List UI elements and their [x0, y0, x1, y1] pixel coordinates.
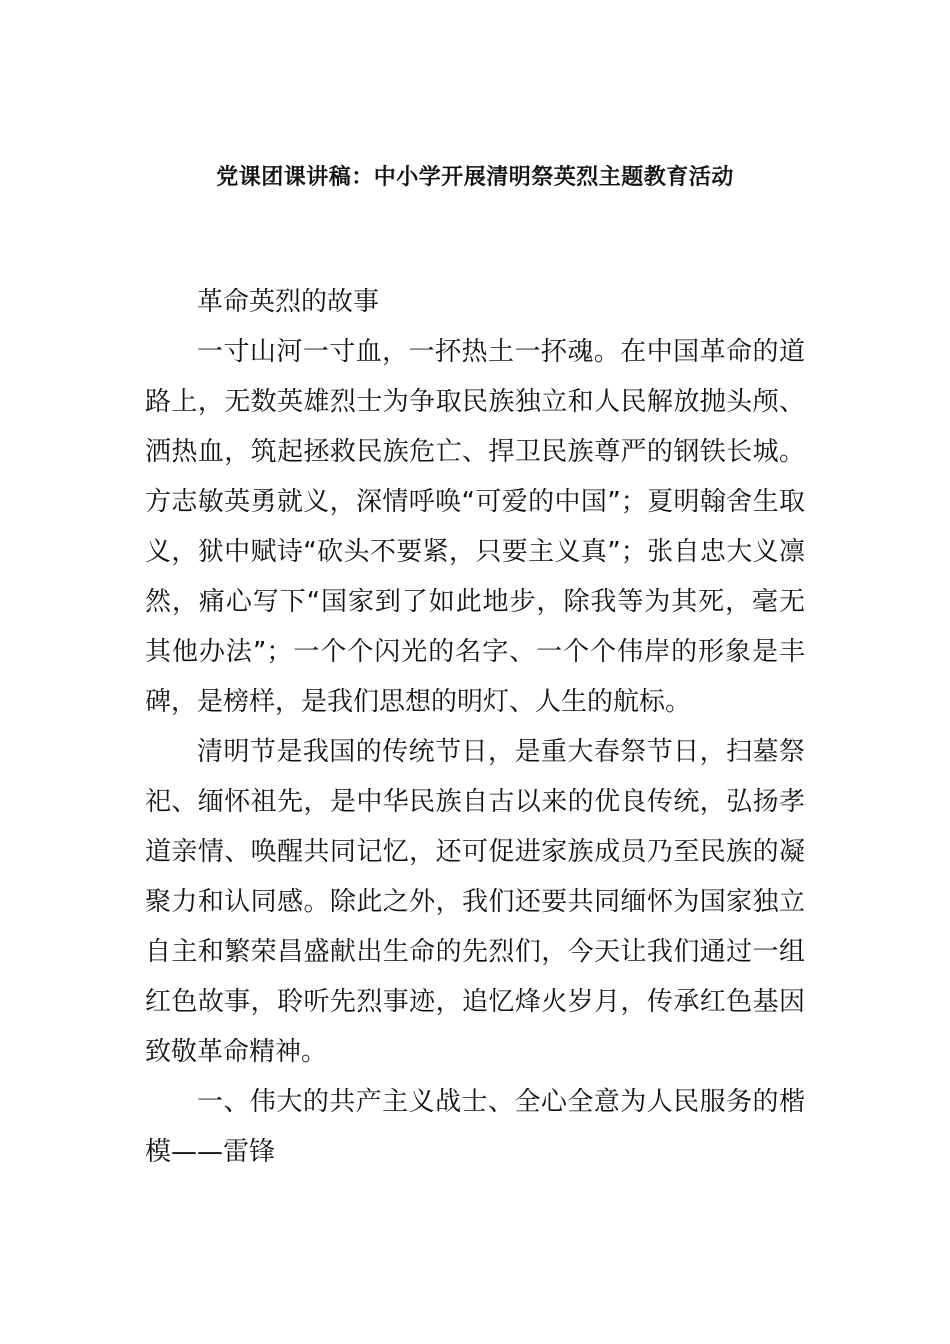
document-body — [145, 277, 805, 1177]
document-title: 党课团课讲稿：中小学开展清明祭英烈主题教育活动 — [216, 165, 734, 190]
section-heading: 一、伟大的共产主义战士、全心全意为人民服务的楷模——雷锋 — [145, 1087, 805, 1167]
section-heading: 革命英烈的故事 — [197, 287, 380, 317]
paragraph: 一寸山河一寸血，一抔热土一抔魂。在中国革命的道路上，无数英雄烈士为争取民族独立和人民解放抛头颅、洒热血，筑起拯救民族危亡、捍卫民族尊严的钢铁长城。方志敏英勇就义，深情呼唤“可爱的中国”；夏明翰舍生取义，狱中赋诗“砍头不要紧，只要主义真”；张自忠大义凛然，痛心写下“国家到了如此地步，除我等为其死，毫无其他办法”；一个个闪光的名字、一个个伟岸的形象是丰碑，是榜样，是我们思想的明灯、人生的航标。 — [145, 337, 805, 717]
paragraph: 清明节是我国的传统节日，是重大春祭节日，扫墓祭祀、缅怀祖先，是中华民族自古以来的优良传统，弘扬孝道亲情、唤醒共同记忆，还可促进家族成员乃至民族的凝聚力和认同感。除此之外，我们还要共同缅怀为国家独立自主和繁荣昌盛献出生命的先烈们，今天让我们通过一组红色故事，聆听先烈事迹，追忆烽火岁月，传承红色基因致敬革命精神。 — [145, 737, 805, 1067]
